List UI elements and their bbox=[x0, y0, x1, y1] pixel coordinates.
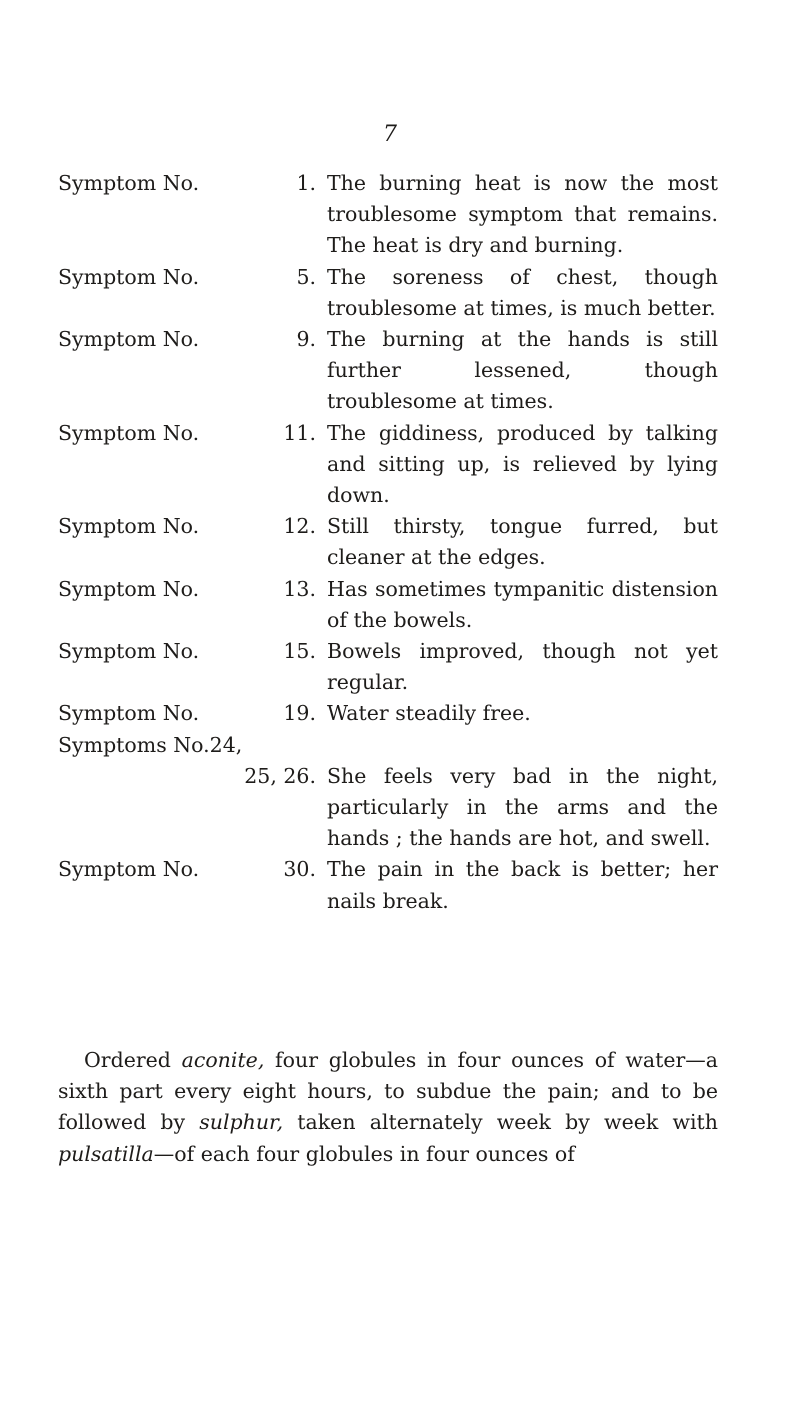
symptom-label-text: Symptom No. bbox=[58, 576, 200, 601]
symptom-entry bbox=[58, 730, 718, 855]
symptom-description: The soreness of chest, though troublesome at times, is much better. bbox=[327, 264, 718, 320]
symptom-number: 15. bbox=[283, 639, 316, 664]
symptom-entry bbox=[58, 854, 718, 916]
prescription-text: Ordered bbox=[84, 1048, 182, 1072]
remedy-name: aconite, bbox=[181, 1048, 265, 1072]
symptom-label bbox=[58, 511, 316, 542]
symptom-description: The pain in the back is better; her nails break. bbox=[327, 857, 718, 913]
prescription-text: taken alternately week by week with bbox=[283, 1110, 718, 1135]
symptom-entry bbox=[58, 698, 718, 729]
symptom-description: Still thirsty, tongue furred, but cleaner at the edges. bbox=[327, 514, 718, 570]
symptom-label-text: Symptoms No.24, bbox=[58, 732, 243, 757]
prescription-text: —of each four globules in four ounces of bbox=[153, 1141, 575, 1166]
symptom-entry bbox=[58, 324, 718, 418]
symptom-label bbox=[58, 730, 316, 788]
symptom-number: 13. bbox=[283, 576, 316, 601]
symptom-description: Bowels improved, though not yet regular. bbox=[327, 639, 718, 695]
symptom-list bbox=[58, 168, 718, 917]
symptom-number: 1. bbox=[296, 171, 316, 195]
symptom-label bbox=[58, 698, 316, 729]
symptom-entry bbox=[58, 262, 718, 324]
symptom-description: The burning at the hands is still further lessened, though troublesome at times. bbox=[327, 327, 718, 414]
symptom-label-text: Symptom No. bbox=[58, 264, 200, 289]
symptom-label-text: Symptom No. bbox=[58, 514, 200, 539]
symptom-entry bbox=[58, 168, 718, 262]
symptom-label bbox=[58, 854, 316, 885]
symptom-label-text: Symptom No. bbox=[58, 420, 200, 445]
symptom-number: 19. bbox=[283, 701, 316, 726]
symptom-label bbox=[58, 636, 316, 667]
symptom-label-text: Symptom No. bbox=[58, 327, 200, 352]
symptom-number: 11. bbox=[283, 420, 316, 445]
symptom-label bbox=[58, 324, 316, 355]
prescription-text: four globules in four ounces of water—a sixth part every eight hours, to subdue the pain; and to be followed by bbox=[58, 1048, 719, 1135]
symptom-entry bbox=[58, 511, 718, 573]
page-number: 7 bbox=[383, 122, 397, 147]
symptom-description: She feels very bad in the night, particularly in the arms and the hands ; the hands are hot, and swell. bbox=[327, 763, 718, 851]
symptom-number: 25, 26. bbox=[244, 763, 316, 788]
prescription-paragraph bbox=[58, 1045, 718, 1170]
symptom-number: 30. bbox=[283, 857, 316, 882]
symptom-description: Water steadily free. bbox=[327, 701, 531, 726]
remedy-name: pulsatilla bbox=[58, 1141, 154, 1166]
symptom-entry bbox=[58, 574, 718, 636]
symptom-label bbox=[58, 574, 316, 605]
symptom-number: 9. bbox=[296, 327, 316, 352]
symptom-number: 5. bbox=[296, 264, 316, 289]
symptom-label bbox=[58, 168, 316, 199]
remedy-name: sulphur, bbox=[199, 1110, 284, 1135]
symptom-label-text: Symptom No. bbox=[58, 857, 200, 882]
symptom-number: 12. bbox=[283, 514, 316, 539]
symptom-entry bbox=[58, 418, 718, 512]
symptom-label bbox=[58, 418, 316, 449]
symptom-label-text: Symptom No. bbox=[58, 639, 200, 664]
symptom-description: The giddiness, produced by talking and sitting up, is relieved by lying down. bbox=[327, 420, 718, 508]
symptom-entry bbox=[58, 636, 718, 698]
symptom-label bbox=[58, 262, 316, 293]
symptom-description: The burning heat is now the most troublesome symptom that remains. The heat is dry and burning. bbox=[327, 171, 718, 258]
symptom-description: Has sometimes tympanitic distension of the bowels. bbox=[327, 576, 718, 632]
symptom-label-text: Symptom No. bbox=[58, 171, 200, 195]
symptom-label-text: Symptom No. bbox=[58, 701, 200, 726]
